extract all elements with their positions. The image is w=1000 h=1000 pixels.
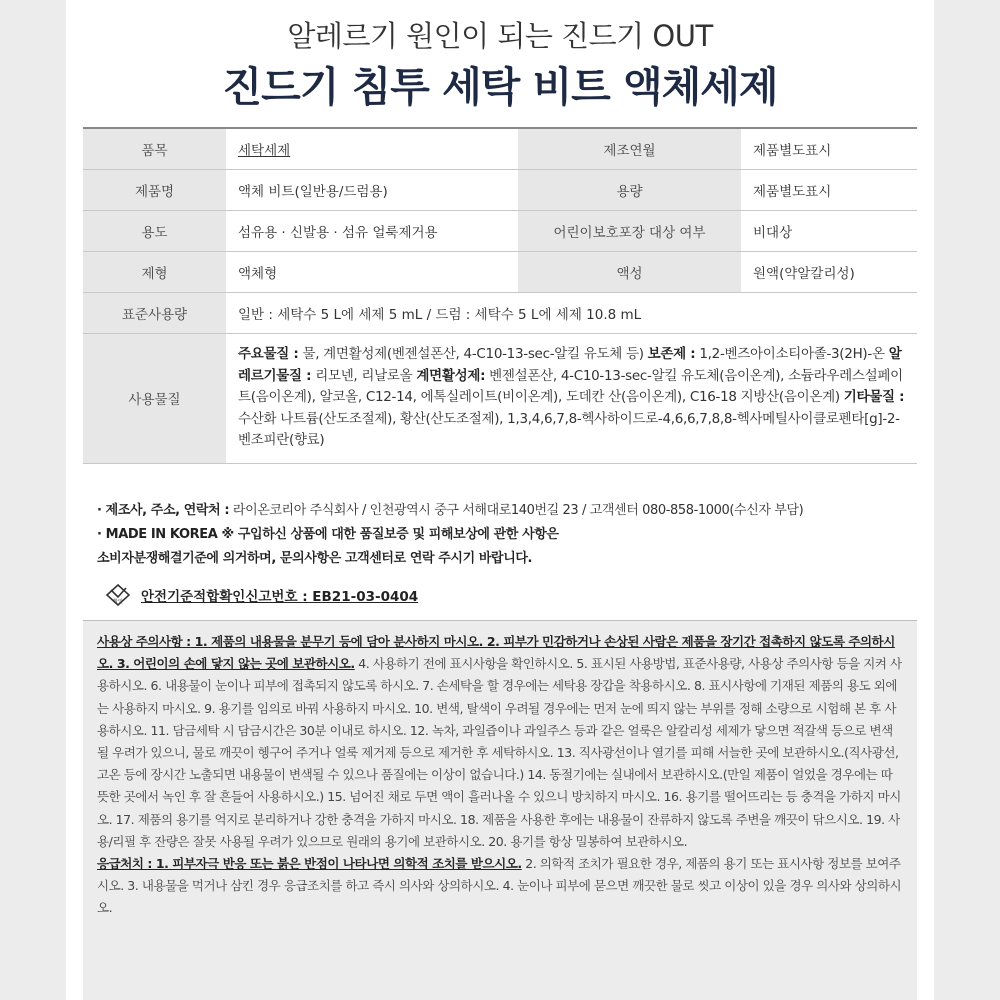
spec-key: 용도	[83, 210, 226, 251]
spec-key: 표준사용량	[83, 292, 226, 333]
spec-key: 용량	[518, 169, 741, 210]
manufacturer-info	[97, 499, 917, 571]
spec-table	[83, 127, 917, 464]
preservative-text: 1,2-벤즈아이소티아졸-3(2H)-온	[695, 346, 889, 363]
spec-key: 품목	[83, 128, 226, 169]
emergency-label: 응급처치 :	[97, 856, 152, 872]
spec-row	[83, 251, 917, 292]
allergen-text: 리모넨, 리날로올	[311, 367, 417, 384]
surfactant-label: 계면활성제:	[416, 367, 486, 384]
emergency-caution	[97, 853, 903, 920]
spec-value: 액체 비트(일반용/드럼용)	[226, 169, 518, 210]
spec-key: 어린이보호포장 대상 여부	[518, 210, 741, 251]
spec-value: 액체형	[226, 251, 518, 292]
safety-number: 안전기준적합확인신고번호 : EB21-03-0404	[141, 589, 419, 605]
caution-text: 4. 사용하기 전에 표시사항을 확인하시오. 5. 표시된 사용방법, 표준사용량, 사용상 주의사항 등을 지켜 사용하시오. 6. 내용물이 눈이나 피부에 접촉되지 않도록 하시오. 7. 손세탁을 할 경우에는 세탁용 장갑을 착용하시오. 8. 표시사항에 기재된 제품의 용도 외에는 사용하지 마시오. 9. 용기를 임의로 바꿔 사용하지 마시오. 10. 변색, 탈색이 우려될 경우에는 먼저 눈에 띄지 않는 부위를 정해 소량으로 시험해 본 후 사용하시오. 11. 담금세탁 시 담금시간은 30분 이내로 하시오. 12. 녹차, 과일즙이나 과일주스 등과 같은 얼룩은 알칼리성 세제가 닿으면 적갈색 등으로 변색될 우려가 있으니, 물로 깨끗이 헹구어 주거나 얼룩 제거제 등으로 제거한 후 세탁하시오. 13. 직사광선이나 열기를 피해 서늘한 곳에 보관하시오.(직사광선, 고온 등에 장시간 노출되면 내용물이 변색될 수 있으나 품질에는 이상이 없습니다.) 14. 동절기에는 실내에서 보관하시오.(만일 제품이 얼었을 경우에는 따뜻한 곳에서 녹인 후 잘 흔들어 사용하시오.) 15. 넘어진 채로 두면 액이 흘러나올 수 있으니 방치하지 마시오. 16. 용기를 떨어뜨리는 등 충격을 가하지 마시오. 17. 제품의 용기를 억지로 분리하거나 강한 충격을 가하지 마시오. 18. 제품을 사용한 후에는 내용물이 잔류하지 않도록 주변을 깨끗이 닦으시오. 19. 사용/리필 후 잔량은 잘못 사용될 우려가 있으므로 원래의 용기에 보관하시오. 20. 용기를 항상 밀봉하여 보관하시오.	[97, 656, 902, 849]
notice-line	[97, 523, 917, 547]
spec-row-usage	[83, 292, 917, 333]
maker-line	[97, 499, 917, 523]
usage-caution	[97, 631, 903, 853]
spec-row	[83, 169, 917, 210]
spec-key: 액성	[518, 251, 741, 292]
surfactant-text: 벤젠설폰산, 4-C10-13-sec-알킬 유도체(음이온계), 소듐라우레스설페이트(음이온계), 알코올, C12-14, 에톡실레이트(비이온계), 도데칸 산(음이온계), C16-18 지방산(음이온계)	[238, 367, 903, 406]
spec-key: 제조연월	[518, 128, 741, 169]
spec-value: 섬유용 · 신발용 · 섬유 얼룩제거용	[226, 210, 518, 251]
spec-value	[226, 128, 518, 169]
notice-line-2	[97, 547, 917, 571]
notice-text: ※ 구입하신 상품에 대한 품질보증 및 피해보상에 관한 사항은	[217, 527, 559, 542]
left-margin	[0, 0, 66, 1000]
spec-value: 제품별도표시	[741, 169, 917, 210]
spec-value: 비대상	[741, 210, 917, 251]
spec-key: 제형	[83, 251, 226, 292]
safety-certification	[105, 582, 418, 608]
product-subtitle: 알레르기 원인이 되는 진드기 OUT	[287, 19, 713, 53]
spec-value: 원액(약알칼리성)	[741, 251, 917, 292]
spec-row	[83, 128, 917, 169]
other-material-label: 기타물질 :	[843, 389, 905, 406]
caution-label: 사용상 주의사항 :	[97, 634, 191, 649]
caution-bold-text: 1. 제품의 내용물을 분무기 등에 담아 분사하지 마시오. 2. 피부가 민감하거나 손상된 사람은 제품을 장기간 접촉하지 않도록 주의하시오. 3. 어린이의 손에 닿지 않는 곳에 보관하시오.	[97, 634, 895, 672]
notice-text-2: 소비자분쟁해결기준에 의거하며, 문의사항은 고객센터로 연락 주시기 바랍니다.	[97, 551, 533, 566]
maker-label: · 제조사, 주소, 연락처 :	[97, 503, 230, 518]
made-in-label: · MADE IN KOREA	[97, 527, 218, 542]
preservative-label: 보존제 :	[647, 346, 696, 363]
spec-row-materials	[83, 333, 917, 463]
emergency-bold-text: 1. 피부자극 반응 또는 붉은 반점이 나타나면 의학적 조치를 받으시오.	[151, 856, 522, 872]
allergen-label: 알레르기물질 :	[238, 346, 902, 384]
other-material-text: 수산화 나트륨(산도조절제), 황산(산도조절제), 1,3,4,6,7,8-헥사하이드로-4,6,6,7,8,8-헥사메틸사이클로펜타[g]-2-벤조피란(향료)	[238, 410, 900, 449]
main-material-label: 주요물질 :	[238, 346, 299, 363]
standard-usage-value: 일반 : 세탁수 5 L에 세제 5 mL / 드럼 : 세탁수 5 L에 세제 10.8 mL	[226, 292, 917, 333]
product-title: 진드기 침투 세탁 비트 액체세제	[222, 63, 778, 111]
product-category: 세탁세제	[238, 142, 291, 159]
caution-section	[83, 620, 917, 1000]
safety-seal-icon	[105, 582, 131, 608]
spec-row	[83, 210, 917, 251]
main-material-text: 물, 계면활성제(벤젠설폰산, 4-C10-13-sec-알킬 유도체 등)	[298, 346, 648, 363]
seal-label: 확인	[113, 599, 123, 605]
spec-key: 제품명	[83, 169, 226, 210]
spec-value: 제품별도표시	[741, 128, 917, 169]
spec-key: 사용물질	[83, 333, 226, 463]
right-margin	[934, 0, 1000, 1000]
materials-value	[226, 333, 917, 463]
emergency-text: 2. 의학적 조치가 필요한 경우, 제품의 용기 또는 표시사항 정보를 보여주시오. 3. 내용물을 먹거나 삼킨 경우 응급조치를 하고 즉시 의사와 상의하시오. 4. 눈이나 피부에 묻으면 깨끗한 물로 씻고 이상이 있을 경우 의사와 상의하시오.	[97, 856, 902, 916]
maker-text: 라이온코리아 주식회사 / 인천광역시 중구 서해대로140번길 23 / 고객센터 080-858-1000(수신자 부담)	[229, 503, 804, 518]
